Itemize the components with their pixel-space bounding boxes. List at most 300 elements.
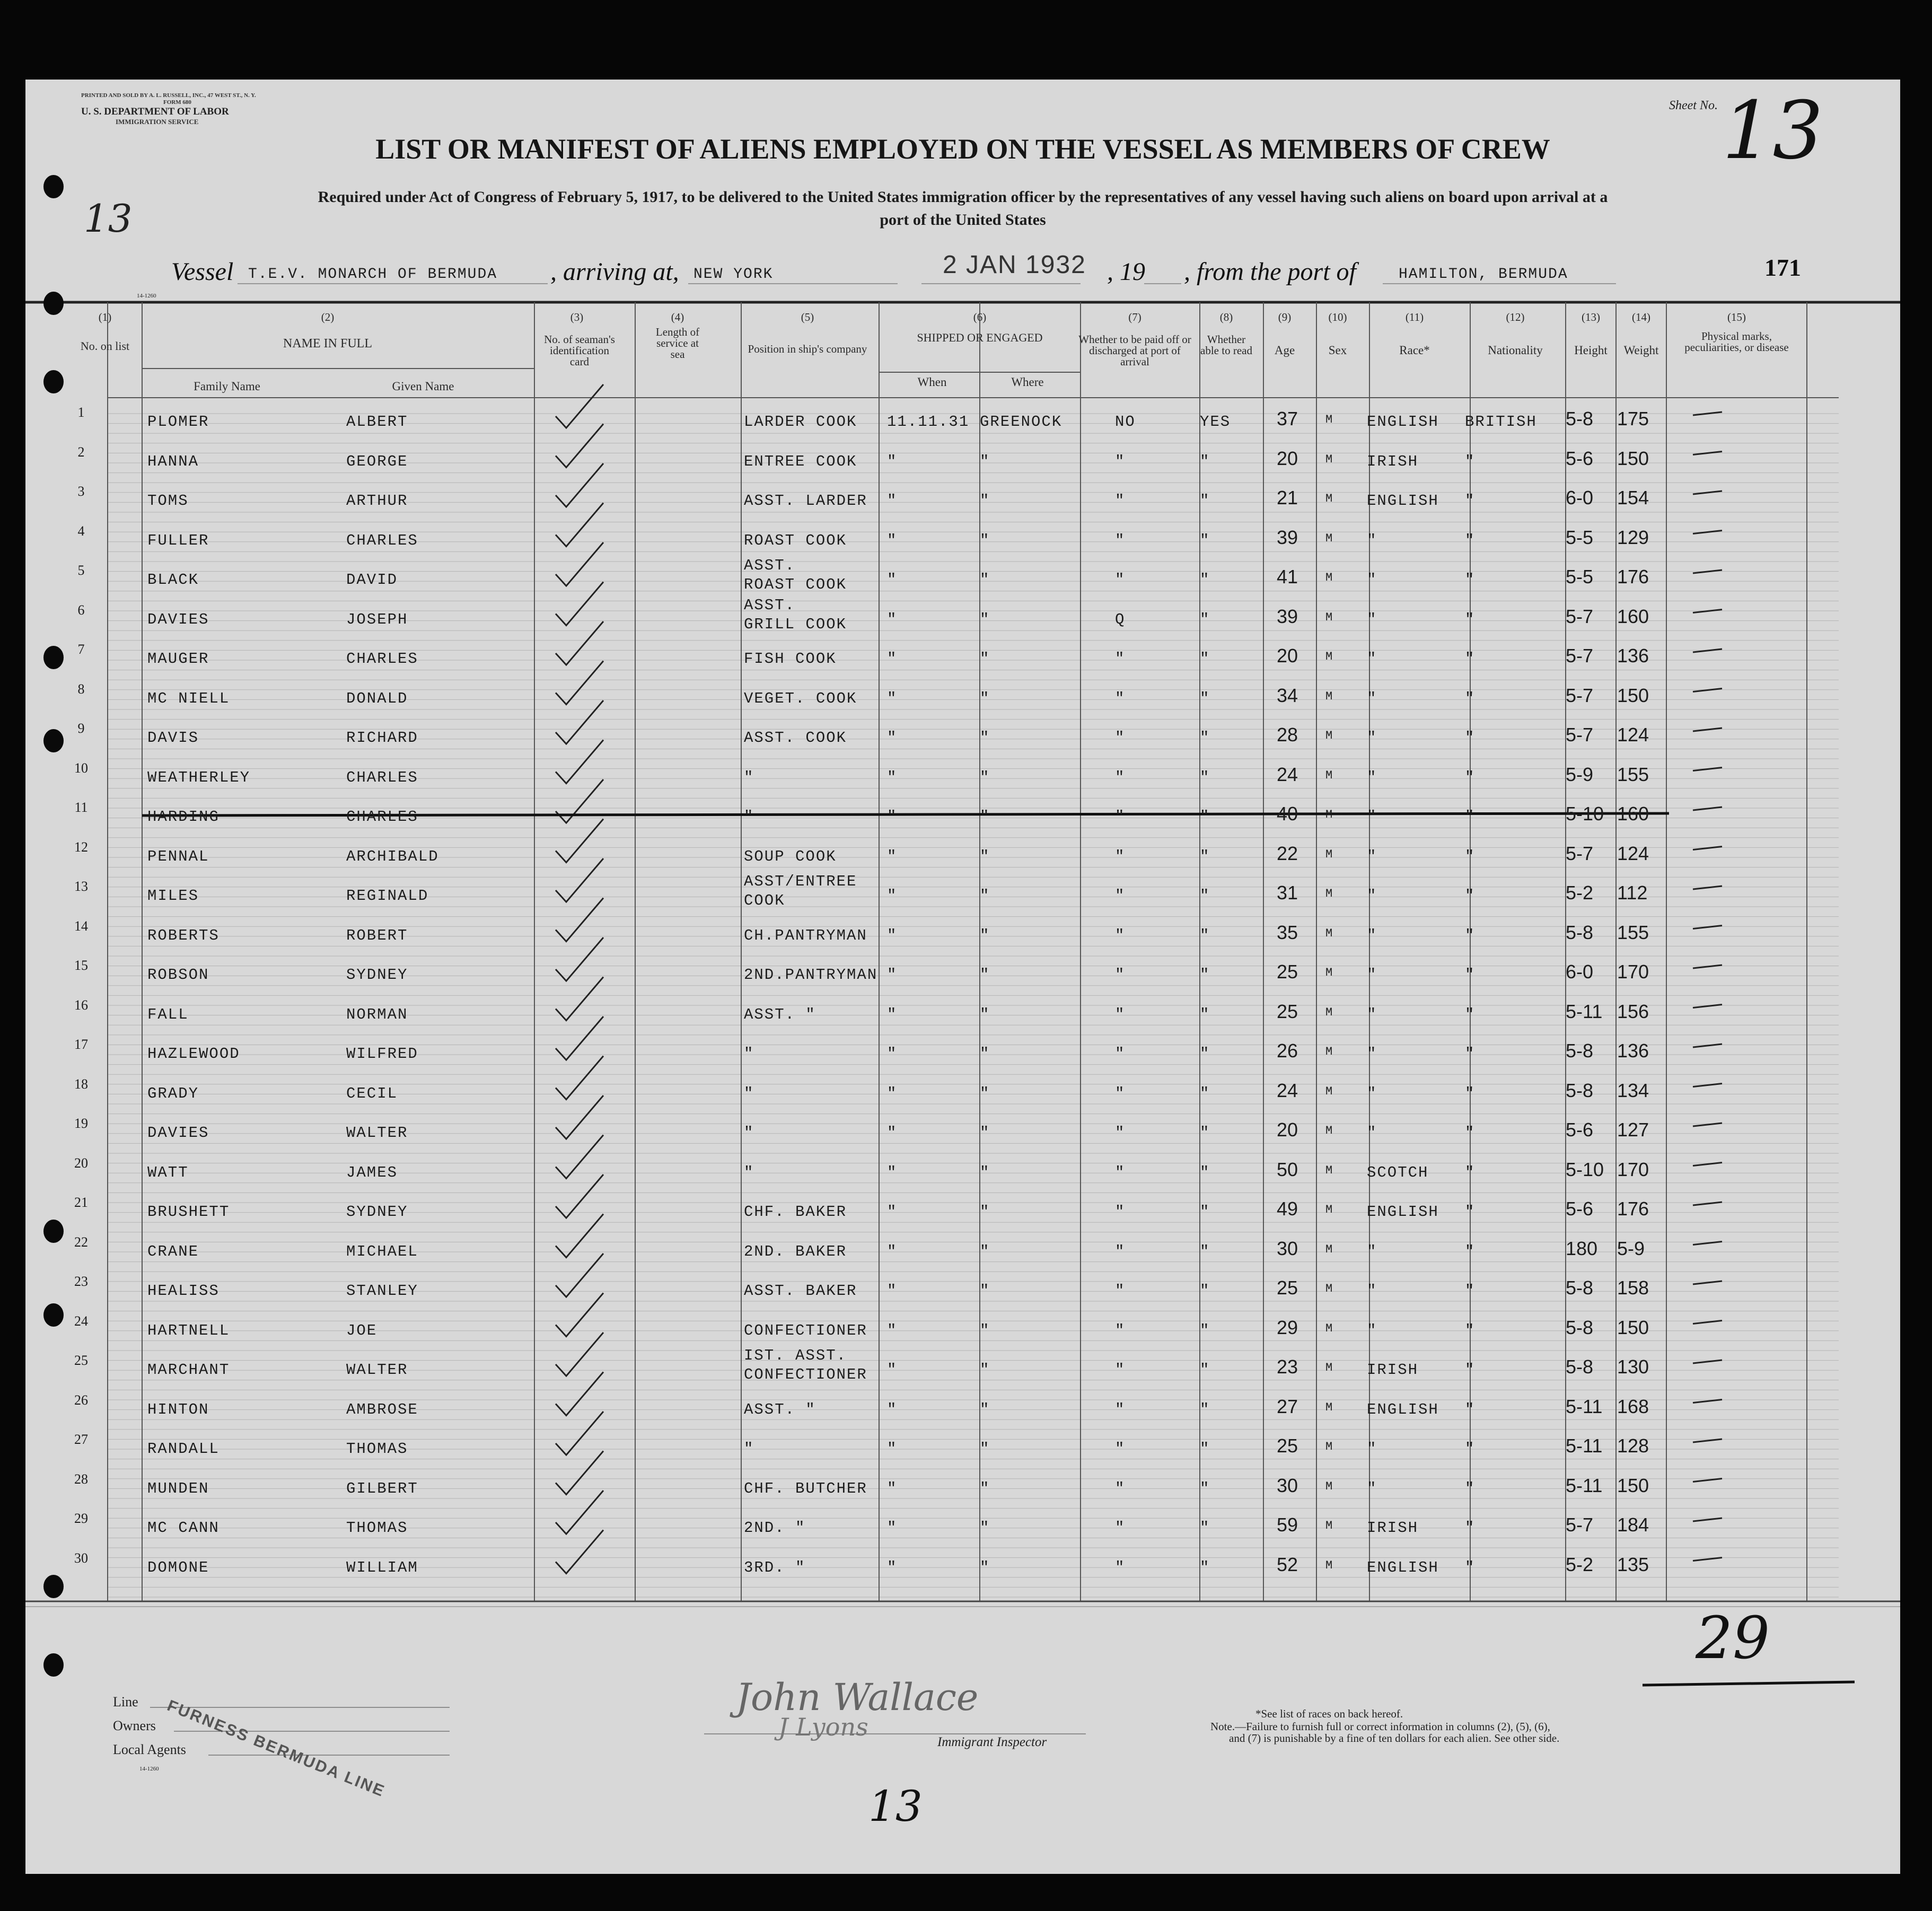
cell-height: 5-9: [1566, 763, 1594, 785]
cell-race: ENGLISH: [1367, 413, 1439, 431]
cell-paid: ": [1115, 1124, 1126, 1142]
cell-family: FULLER: [147, 531, 209, 549]
owners-label: Owners: [113, 1718, 156, 1733]
cell-read: ": [1200, 887, 1210, 905]
col-where: Where: [1011, 375, 1044, 389]
cell-where: ": [980, 650, 990, 668]
cell-age: 29: [1277, 1316, 1298, 1338]
cell-race: ": [1367, 650, 1377, 668]
cell-race: IRISH: [1367, 1519, 1419, 1537]
cell-height: 5-7: [1566, 645, 1594, 667]
cell-no: 14: [74, 918, 88, 934]
cell-read: ": [1200, 1005, 1210, 1023]
cell-no: 1: [77, 405, 85, 420]
cell-when: ": [887, 1361, 898, 1379]
cell-weight: 184: [1617, 1514, 1649, 1536]
cell-read: ": [1200, 571, 1210, 589]
cell-given: CHARLES: [346, 650, 418, 668]
check-mark-icon: [556, 1135, 603, 1179]
check-mark-icon: [556, 1333, 603, 1376]
cell-when: ": [887, 689, 898, 707]
cell-race: ": [1367, 729, 1377, 747]
dash-mark: [1693, 886, 1722, 889]
cell-no: 15: [74, 958, 88, 973]
punch-hole: [43, 292, 64, 315]
cell-race: ENGLISH: [1367, 1558, 1439, 1576]
check-mark-icon: [556, 1253, 603, 1297]
cell-family: FALL: [147, 1005, 189, 1023]
cell-where: ": [980, 1124, 990, 1142]
cell-sex: M: [1325, 1282, 1334, 1295]
cell-where: ": [980, 1203, 990, 1221]
cell-sex: M: [1325, 531, 1334, 545]
cell-no: 23: [74, 1274, 88, 1289]
punch-hole: [43, 729, 64, 752]
cell-sex: M: [1325, 729, 1334, 742]
cell-family: MC NIELL: [147, 689, 230, 707]
cell-age: 20: [1277, 447, 1298, 469]
cell-where: ": [980, 492, 990, 510]
col5-no: (5): [801, 311, 814, 323]
cell-where: ": [980, 1084, 990, 1102]
cell-sex: M: [1325, 571, 1334, 584]
cell-family: MC CANN: [147, 1519, 219, 1537]
cell-nationality: ": [1465, 492, 1476, 510]
cell-read: ": [1200, 1519, 1210, 1537]
cell-weight: 176: [1617, 1198, 1649, 1220]
cell-when: ": [887, 531, 898, 549]
cell-family: DAVIES: [147, 610, 209, 628]
cell-paid: Q: [1115, 610, 1126, 628]
cell-sex: M: [1325, 1084, 1334, 1098]
cell-when: ": [887, 1321, 898, 1339]
cell-height: 5-8: [1566, 1040, 1594, 1062]
cell-family: BRUSHETT: [147, 1203, 230, 1221]
cell-when: ": [887, 610, 898, 628]
col-name-in-full: NAME IN FULL: [283, 337, 372, 350]
cell-when: ": [887, 1242, 898, 1260]
check-mark-icon: [556, 503, 603, 547]
cell-given: ARTHUR: [346, 492, 408, 510]
col-nationality: Nationality: [1488, 344, 1543, 357]
cell-where: ": [980, 531, 990, 549]
cell-position: FISH COOK: [744, 650, 837, 668]
cell-sex: M: [1325, 1440, 1334, 1453]
cell-age: 24: [1277, 763, 1298, 785]
col-paid-off: Whether to be paid off or discharged at port of arrival: [1078, 333, 1191, 368]
cell-age: 35: [1277, 921, 1298, 943]
cell-nationality: ": [1465, 926, 1476, 944]
from-port: HAMILTON, BERMUDA: [1399, 266, 1568, 283]
cell-no: 25: [74, 1353, 88, 1368]
cell-height: 5-8: [1566, 921, 1594, 943]
cell-nationality: ": [1465, 1400, 1476, 1418]
cell-height: 5-8: [1566, 1079, 1594, 1101]
cell-read: ": [1200, 847, 1210, 865]
cell-read: ": [1200, 1282, 1210, 1300]
check-mark-icon: [556, 937, 603, 981]
dash-mark: [1693, 1558, 1722, 1561]
cell-race: ": [1367, 571, 1377, 589]
cell-paid: ": [1115, 1282, 1126, 1300]
cell-height: 5-8: [1566, 1316, 1594, 1338]
check-mark-icon: [556, 1016, 603, 1060]
cell-read: YES: [1200, 413, 1231, 431]
cell-when: ": [887, 1558, 898, 1576]
cell-race: ": [1367, 1282, 1377, 1300]
cell-nationality: ": [1465, 1321, 1476, 1339]
cell-paid: ": [1115, 689, 1126, 707]
cell-when: ": [887, 729, 898, 747]
cell-nationality: ": [1465, 1519, 1476, 1537]
cell-race: ": [1367, 926, 1377, 944]
cell-where: ": [980, 1558, 990, 1576]
cell-read: ": [1200, 1242, 1210, 1260]
cell-height: 6-0: [1566, 487, 1594, 509]
cell-nationality: ": [1465, 1005, 1476, 1023]
cell-position: CH.PANTRYMAN: [744, 926, 867, 944]
cell-height: 5-7: [1566, 724, 1594, 746]
sheet-label: Sheet No.: [1669, 99, 1718, 112]
cell-weight: 124: [1617, 724, 1649, 746]
col-age: Age: [1274, 344, 1295, 357]
cell-height: 5-7: [1566, 1514, 1594, 1536]
cell-nationality: ": [1465, 531, 1476, 549]
cell-paid: ": [1115, 571, 1126, 589]
cell-given: REGINALD: [346, 887, 429, 905]
col-height: Height: [1574, 344, 1608, 357]
cell-no: 7: [77, 642, 85, 657]
cell-read: ": [1200, 1321, 1210, 1339]
cell-age: 39: [1277, 526, 1298, 548]
punch-hole: [43, 1575, 64, 1598]
check-mark-icon: [556, 582, 603, 626]
cell-age: 39: [1277, 605, 1298, 627]
cell-no: 19: [74, 1116, 88, 1131]
col-position: Position in ship's company: [748, 343, 867, 355]
dash-mark: [1693, 768, 1722, 771]
cell-read: ": [1200, 531, 1210, 549]
cell-height: 5-10: [1566, 1158, 1604, 1180]
cell-race: SCOTCH: [1367, 1163, 1429, 1181]
cell-weight: 170: [1617, 961, 1649, 983]
cell-where: ": [980, 689, 990, 707]
cell-age: 25: [1277, 1435, 1298, 1457]
check-mark-icon: [556, 384, 603, 428]
cell-sex: M: [1325, 1519, 1334, 1532]
cell-height: 5-11: [1566, 1000, 1603, 1022]
cell-given: RICHARD: [346, 729, 418, 747]
cell-no: 29: [74, 1511, 88, 1526]
cell-family: MARCHANT: [147, 1361, 230, 1379]
cell-read: ": [1200, 1361, 1210, 1379]
cell-given: JOSEPH: [346, 610, 408, 628]
cell-race: ": [1367, 689, 1377, 707]
cell-where: ": [980, 610, 990, 628]
cell-sex: M: [1325, 926, 1334, 940]
cell-family: MUNDEN: [147, 1479, 209, 1497]
cell-read: ": [1200, 808, 1210, 826]
cell-paid: ": [1115, 1242, 1126, 1260]
cell-race: IRISH: [1367, 452, 1419, 470]
cell-family: PENNAL: [147, 847, 209, 865]
cell-family: HANNA: [147, 452, 199, 470]
cell-sex: M: [1325, 808, 1334, 821]
cell-weight: 128: [1617, 1435, 1649, 1457]
cell-weight: 135: [1617, 1553, 1649, 1575]
cell-height: 5-6: [1566, 447, 1594, 469]
cell-height: 5-5: [1566, 566, 1594, 588]
cell-paid: ": [1115, 650, 1126, 668]
col-id-card: No. of seaman's identification card: [544, 333, 615, 368]
cell-when: ": [887, 966, 898, 984]
check-mark-icon: [556, 858, 603, 902]
cell-height: 5-11: [1566, 1395, 1603, 1417]
cell-no: 20: [74, 1155, 88, 1171]
cell-position: ASST. BAKER: [744, 1282, 857, 1300]
cell-nationality: ": [1465, 1163, 1476, 1181]
check-mark-icon: [556, 1095, 603, 1139]
cell-when: ": [887, 452, 898, 470]
col-sex: Sex: [1328, 344, 1347, 357]
cell-paid: ": [1115, 729, 1126, 747]
cell-paid: ": [1115, 808, 1126, 826]
cell-race: ": [1367, 847, 1377, 865]
cell-family: DAVIES: [147, 1124, 209, 1142]
dash-mark: [1693, 965, 1722, 968]
cell-when: ": [887, 571, 898, 589]
form-code-top: 14-1260: [137, 293, 156, 299]
cell-no: 17: [74, 1037, 88, 1052]
cell-sex: M: [1325, 1321, 1334, 1335]
cell-weight: 176: [1617, 566, 1649, 588]
cell-weight: 150: [1617, 684, 1649, 706]
cell-age: 37: [1277, 408, 1298, 429]
cell-position: CHF. BAKER: [744, 1203, 847, 1221]
cell-no: 18: [74, 1076, 88, 1092]
cell-sex: M: [1325, 689, 1334, 703]
cell-family: WATT: [147, 1163, 189, 1181]
cell-weight: 130: [1617, 1356, 1649, 1378]
cell-given: ROBERT: [346, 926, 408, 944]
cell-read: ": [1200, 926, 1210, 944]
cell-where: ": [980, 1282, 990, 1300]
cell-read: ": [1200, 689, 1210, 707]
cell-no: 11: [74, 800, 88, 815]
cell-weight: 127: [1617, 1119, 1649, 1141]
cell-race: ": [1367, 1321, 1377, 1339]
cell-given: SYDNEY: [346, 966, 408, 984]
cell-when: ": [887, 847, 898, 865]
cell-weight: 129: [1617, 526, 1649, 548]
subtitle-line2: port of the United States: [880, 211, 1046, 229]
cell-family: HAZLEWOOD: [147, 1045, 240, 1063]
inspector-initials: J Lyons: [778, 1713, 868, 1741]
cell-family: ROBSON: [147, 966, 209, 984]
cell-paid: ": [1115, 926, 1126, 944]
cell-where: ": [980, 808, 990, 826]
cell-when: 11.11.31: [887, 413, 970, 431]
cell-given: CHARLES: [346, 808, 418, 826]
cell-race: ": [1367, 1045, 1377, 1063]
check-mark-icon: [556, 898, 603, 942]
cell-sex: M: [1325, 1479, 1334, 1493]
cell-paid: ": [1115, 966, 1126, 984]
cell-nationality: ": [1465, 650, 1476, 668]
cell-family: HINTON: [147, 1400, 209, 1418]
cell-when: ": [887, 1519, 898, 1537]
cell-nationality: ": [1465, 887, 1476, 905]
cell-where: ": [980, 966, 990, 984]
col-marks: Physical marks, peculiarities, or disease: [1684, 330, 1789, 354]
cell-age: 34: [1277, 684, 1298, 706]
cell-age: 31: [1277, 882, 1298, 904]
check-mark-icon: [556, 977, 603, 1021]
cell-age: 59: [1277, 1514, 1298, 1536]
check-mark-icon: [556, 1293, 603, 1337]
cell-race: ": [1367, 531, 1377, 549]
dash-mark: [1693, 1005, 1722, 1008]
cell-height: 6-0: [1566, 961, 1594, 983]
arriving-port: NEW YORK: [693, 266, 774, 283]
cell-nationality: ": [1465, 1242, 1476, 1260]
cell-paid: ": [1115, 452, 1126, 470]
cell-given: WALTER: [346, 1124, 408, 1142]
col11-no: (11): [1405, 311, 1424, 323]
arriving-label: , arriving at,: [550, 258, 679, 286]
cell-nationality: ": [1465, 1282, 1476, 1300]
check-mark-icon: [556, 1056, 603, 1100]
cell-no: 6: [77, 602, 85, 618]
punch-hole: [43, 370, 64, 393]
cell-nationality: ": [1465, 1084, 1476, 1102]
cell-read: ": [1200, 650, 1210, 668]
check-mark-icon: [556, 740, 603, 784]
cell-when: ": [887, 650, 898, 668]
check-mark-icon: [556, 1491, 603, 1534]
cell-sex: M: [1325, 1558, 1334, 1572]
col-length-service: Length of service at sea: [655, 326, 700, 361]
cell-given: JAMES: [346, 1163, 398, 1181]
cell-read: ": [1200, 729, 1210, 747]
cell-age: 21: [1277, 487, 1298, 509]
cell-position: CHF. BUTCHER: [744, 1479, 867, 1497]
cell-age: 25: [1277, 961, 1298, 983]
cell-given: THOMAS: [346, 1440, 408, 1458]
check-mark-icon: [556, 1174, 603, 1218]
cell-nationality: ": [1465, 452, 1476, 470]
cell-sex: M: [1325, 610, 1334, 624]
cell-nationality: ": [1465, 808, 1476, 826]
cell-paid: ": [1115, 847, 1126, 865]
cell-height: 5-8: [1566, 408, 1594, 429]
cell-age: 50: [1277, 1158, 1298, 1180]
dash-mark: [1693, 847, 1722, 850]
cell-read: ": [1200, 768, 1210, 786]
cell-family: ROBERTS: [147, 926, 219, 944]
cell-position: ASST. GRILL COOK: [744, 596, 847, 633]
subtitle-line1: Required under Act of Congress of February 5, 1917, to be delivered to the United States immigration officer by the representatives of any vessel having such aliens on board upon arrival at a: [318, 188, 1608, 206]
cell-no: 16: [74, 997, 88, 1013]
cell-no: 4: [77, 523, 85, 539]
cell-paid: ": [1115, 1479, 1126, 1497]
cell-no: 22: [74, 1234, 88, 1250]
cell-when: ": [887, 1203, 898, 1221]
cell-no: 2: [77, 444, 85, 460]
cell-weight: 160: [1617, 803, 1649, 825]
cell-position: 2ND. BAKER: [744, 1242, 847, 1260]
cell-age: 28: [1277, 724, 1298, 746]
cell-no: 28: [74, 1471, 88, 1487]
cell-no: 30: [74, 1550, 88, 1566]
check-mark-icon: [556, 463, 603, 507]
department-label: U. S. DEPARTMENT OF LABOR: [81, 106, 229, 117]
cell-no: 10: [74, 760, 88, 776]
cell-where: ": [980, 847, 990, 865]
cell-age: 22: [1277, 842, 1298, 864]
col-family-name: Family Name: [194, 380, 260, 393]
cell-weight: 168: [1617, 1395, 1649, 1417]
check-mark-icon: [556, 661, 603, 705]
cell-weight: 136: [1617, 1040, 1649, 1062]
col1-no: (1): [98, 311, 112, 323]
cell-given: THOMAS: [346, 1519, 408, 1537]
cell-height: 5-11: [1566, 1435, 1603, 1457]
cell-sex: M: [1325, 1124, 1334, 1137]
cell-weight: 175: [1617, 408, 1649, 429]
cell-sex: M: [1325, 413, 1334, 426]
cell-when: ": [887, 1005, 898, 1023]
cell-sex: M: [1325, 887, 1334, 900]
cell-given: SYDNEY: [346, 1203, 408, 1221]
cell-age: 20: [1277, 1119, 1298, 1141]
cell-nationality: ": [1465, 1124, 1476, 1142]
dash-mark: [1693, 649, 1722, 652]
form-code-bottom: 14-1260: [139, 1766, 159, 1772]
cell-sex: M: [1325, 1005, 1334, 1019]
cell-sex: M: [1325, 1045, 1334, 1058]
cell-paid: ": [1115, 531, 1126, 549]
cell-read: ": [1200, 1045, 1210, 1063]
cell-race: ": [1367, 1124, 1377, 1142]
cell-nationality: ": [1465, 1440, 1476, 1458]
cell-age: 25: [1277, 1000, 1298, 1022]
cell-where: ": [980, 1321, 990, 1339]
cell-sex: M: [1325, 492, 1334, 505]
col12-no: (12): [1506, 311, 1525, 323]
col14-no: (14): [1632, 311, 1650, 323]
cell-weight: 134: [1617, 1079, 1649, 1101]
cell-height: 5-10: [1566, 803, 1604, 825]
cell-family: CRANE: [147, 1242, 199, 1260]
cell-where: ": [980, 729, 990, 747]
form-number: FORM 680: [163, 99, 191, 106]
cell-position: IST. ASST. CONFECTIONER: [744, 1347, 867, 1383]
col8-no: (8): [1219, 311, 1233, 323]
cell-paid: ": [1115, 768, 1126, 786]
cell-paid: ": [1115, 1045, 1126, 1063]
date-stamp: 2 JAN 1932: [943, 251, 1086, 279]
cell-age: 23: [1277, 1356, 1298, 1378]
cell-nationality: ": [1465, 689, 1476, 707]
inspector-label: Immigrant Inspector: [937, 1735, 1047, 1749]
cell-when: ": [887, 492, 898, 510]
cell-family: BLACK: [147, 571, 199, 589]
cell-nationality: ": [1465, 768, 1476, 786]
service-label: IMMIGRATION SERVICE: [116, 118, 199, 126]
cell-no: 26: [74, 1392, 88, 1408]
cell-position: ASST. ROAST COOK: [744, 557, 847, 593]
